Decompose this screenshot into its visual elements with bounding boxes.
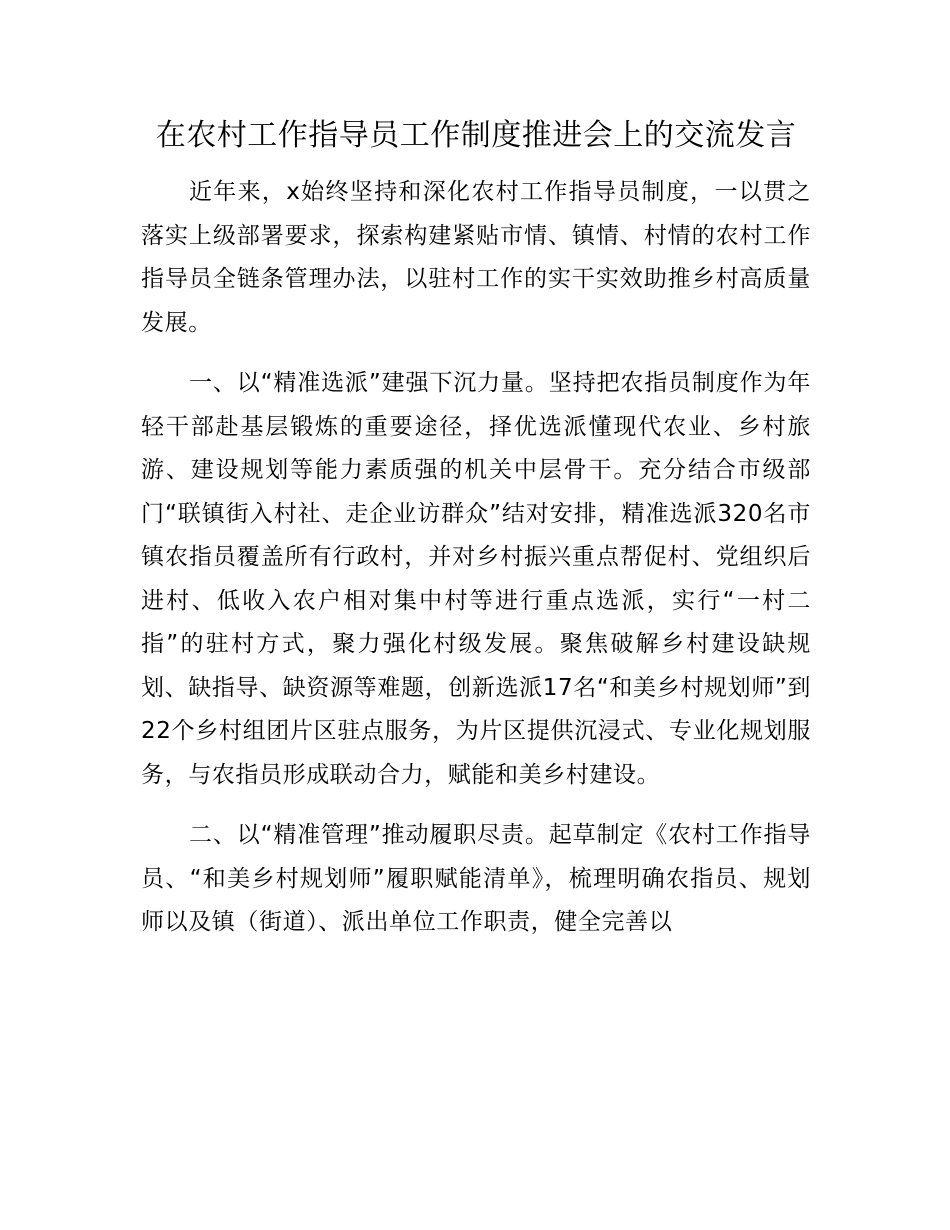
document-title: 在农村工作指导员工作制度推进会上的交流发言 xyxy=(155,118,797,153)
paragraph-intro: 近年来，x始终坚持和深化农村工作指导员制度，一以贯之落实上级部署要求，探索构建紧贴市情、镇情、村情的农村工作指导员全链条管理办法，以驻村工作的实干实效助推乡村高质量发展。 xyxy=(141,179,811,336)
paragraph-section-two: 二、以“精准管理”推动履职尽责。起草制定《农村工作指导员、“和美乡村规划师”履职赋能清单》，梳理明确农指员、规划师以及镇（街道）、派出单位工作职责，健全完善以 xyxy=(141,822,811,935)
paragraph-section-one: 一、以“精准选派”建强下沉力量。坚持把农指员制度作为年轻干部赴基层锻炼的重要途径，择优选派懂现代农业、乡村旅游、建设规划等能力素质强的机关中层骨干。充分结合市级部门“联镇街入村社、走企业访群众”结对安排，精准选派320名市镇农指员覆盖所有行政村，并对乡村振兴重点帮促村、党组织后进村、低收入农户相对集中村等进行重点选派，实行“一村二指”的驻村方式，聚力强化村级发展。聚焦破解乡村建设缺规划、缺指导、缺资源等难题，创新选派17名“和美乡村规划师”到22个乡村组团片区驻点服务，为片区提供沉浸式、专业化规划服务，与农指员形成联动合力，赋能和美乡村建设。 xyxy=(141,370,811,788)
document-page xyxy=(141,113,811,945)
